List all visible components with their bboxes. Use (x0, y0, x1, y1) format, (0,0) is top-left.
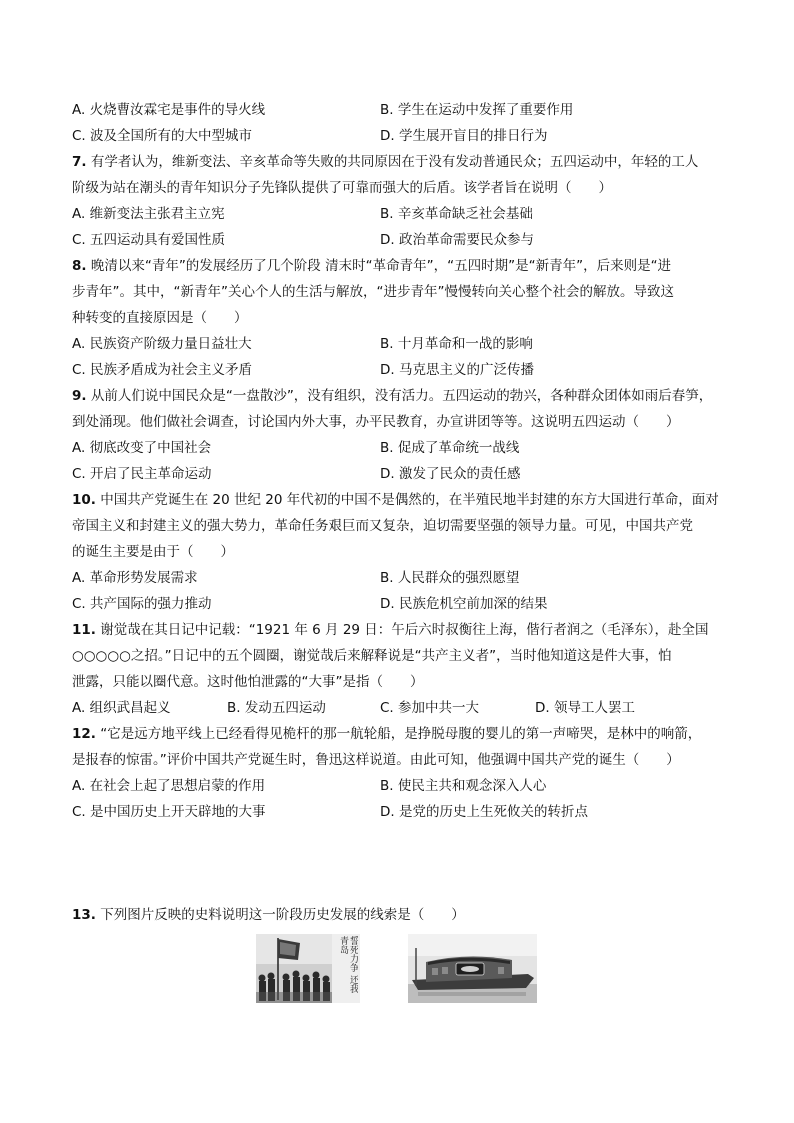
q11-option-d: D. 领导工人罢工 (535, 700, 635, 716)
q10-stem-line-3: 的诞生主要是由于（ ） (72, 544, 234, 560)
q10-option-d: D. 民族危机空前加深的结果 (380, 596, 548, 612)
q8-number: 8. (72, 258, 87, 274)
q8-stem-line-2: 步青年”。其中，“新青年”关心个人的生活与解放，“进步青年”慢慢转向关心整个社会的解放。导致这 (72, 284, 674, 300)
q13-stem-line-1: 13. 下列图片反映的史料说明这一阶段历史发展的线索是（ ） (72, 907, 465, 923)
q7-option-b: B. 辛亥革命缺乏社会基础 (380, 206, 533, 222)
q11-stem-line-1: 11. 谢觉哉在其日记中记载：“1921 年 6 月 29 日：午后六时叔衡往上海，偕行者润之（毛泽东），赴全国 (72, 622, 709, 638)
q9-stem-line-1: 9. 从前人们说中国民众是“一盘散沙”，没有组织，没有活力。五四运动的勃兴，各种群众团体如雨后春笋， (72, 388, 713, 404)
q8-option-b: B. 十月革命和一战的影响 (380, 336, 533, 352)
q8-option-c: C. 民族矛盾成为社会主义矛盾 (72, 362, 253, 378)
q9-option-c: C. 开启了民主革命运动 (72, 466, 212, 482)
q7-stem-line-1: 7. 有学者认为，维新变法、辛亥革命等失败的共同原因在于没有发动普通民众；五四运动中，年轻的工人 (72, 154, 699, 170)
q12-stem-line-1: 12. “它是远方地平线上已经看得见桅杆的那一航轮船，是挣脱母腹的婴儿的第一声啼哭，是林中的响箭， (72, 726, 702, 742)
q10-number: 10. (72, 492, 96, 508)
q9-number: 9. (72, 388, 87, 404)
q8-option-d: D. 马克思主义的广泛传播 (380, 362, 534, 378)
q8-option-a: A. 民族资产阶级力量日益壮大 (72, 336, 252, 352)
q9-stem-line-2: 到处涌现。他们做社会调查，讨论国内外大事，办平民教育，办宣讲团等等。这说明五四运动（ ） (72, 414, 680, 430)
q12-option-b: B. 使民主共和观念深入人心 (380, 778, 547, 794)
q9-option-a: A. 彻底改变了中国社会 (72, 440, 212, 456)
q12-option-d: D. 是党的历史上生死攸关的转折点 (380, 804, 588, 820)
q7-number: 7. (72, 154, 87, 170)
q11-option-b: B. 发动五四运动 (227, 700, 326, 716)
q9-option-d: D. 激发了民众的责任感 (380, 466, 521, 482)
red-boat-photo (408, 934, 537, 1003)
q7-option-c: C. 五四运动具有爱国性质 (72, 232, 226, 248)
q7-option-d: D. 政治革命需要民众参与 (380, 232, 534, 248)
photo-calligraphy-caption: 誓死力争 还我青岛 (338, 936, 358, 993)
q6-option-c: C. 波及全国所有的大中型城市 (72, 128, 253, 144)
q9-option-b: B. 促成了革命统一战线 (380, 440, 520, 456)
q10-stem-line-1: 10. 中国共产党诞生在 20 世纪 20 年代初的中国不是偶然的，在半殖民地半封建的东方大国进行革命，面对 (72, 492, 719, 508)
q12-option-c: C. 是中国历史上开天辟地的大事 (72, 804, 266, 820)
q8-stem-line-1: 8. 晚清以来“青年”的发展经历了几个阶段 清末时“革命青年”，“五四时期”是“新青年”，后来则是“进 (72, 258, 672, 274)
q7-stem-line-2: 阶级为站在潮头的青年知识分子先锋队提供了可靠而强大的后盾。该学者旨在说明（ ） (72, 180, 612, 196)
q6-option-d: D. 学生展开盲目的排日行为 (380, 128, 548, 144)
q12-option-a: A. 在社会上起了思想启蒙的作用 (72, 778, 266, 794)
q6-option-a: A. 火烧曹汝霖宅是事件的导火线 (72, 102, 266, 118)
q10-option-c: C. 共产国际的强力推动 (72, 596, 212, 612)
q11-option-c: C. 参加中共一大 (380, 700, 480, 716)
q12-number: 12. (72, 726, 96, 742)
q8-stem-line-3: 种转变的直接原因是（ ） (72, 310, 248, 326)
q11-option-a: A. 组织武昌起义 (72, 700, 171, 716)
q10-stem-line-2: 帝国主义和封建主义的强大势力，革命任务艰巨而又复杂，迫切需要坚强的领导力量。可见，中国共产党 (72, 518, 693, 534)
q11-stem-line-2: ○○○○○之招。”日记中的五个圆圈，谢觉哉后来解释说是“共产主义者”，当时他知道这是件大事，怕 (72, 648, 672, 664)
q7-option-a: A. 维新变法主张君主立宪 (72, 206, 225, 222)
q11-number: 11. (72, 622, 96, 638)
q11-stem-line-3: 泄露，只能以圈代意。这时他怕泄露的“大事”是指（ ） (72, 674, 424, 690)
q10-option-a: A. 革命形势发展需求 (72, 570, 198, 586)
q6-option-b: B. 学生在运动中发挥了重要作用 (380, 102, 574, 118)
q12-stem-line-2: 是报春的惊雷。”评价中国共产党诞生时，鲁迅这样说道。由此可知，他强调中国共产党的诞生（ ） (72, 752, 680, 768)
q13-number: 13. (72, 907, 96, 923)
may-fourth-protest-photo (256, 934, 360, 1003)
q10-option-b: B. 人民群众的强烈愿望 (380, 570, 520, 586)
